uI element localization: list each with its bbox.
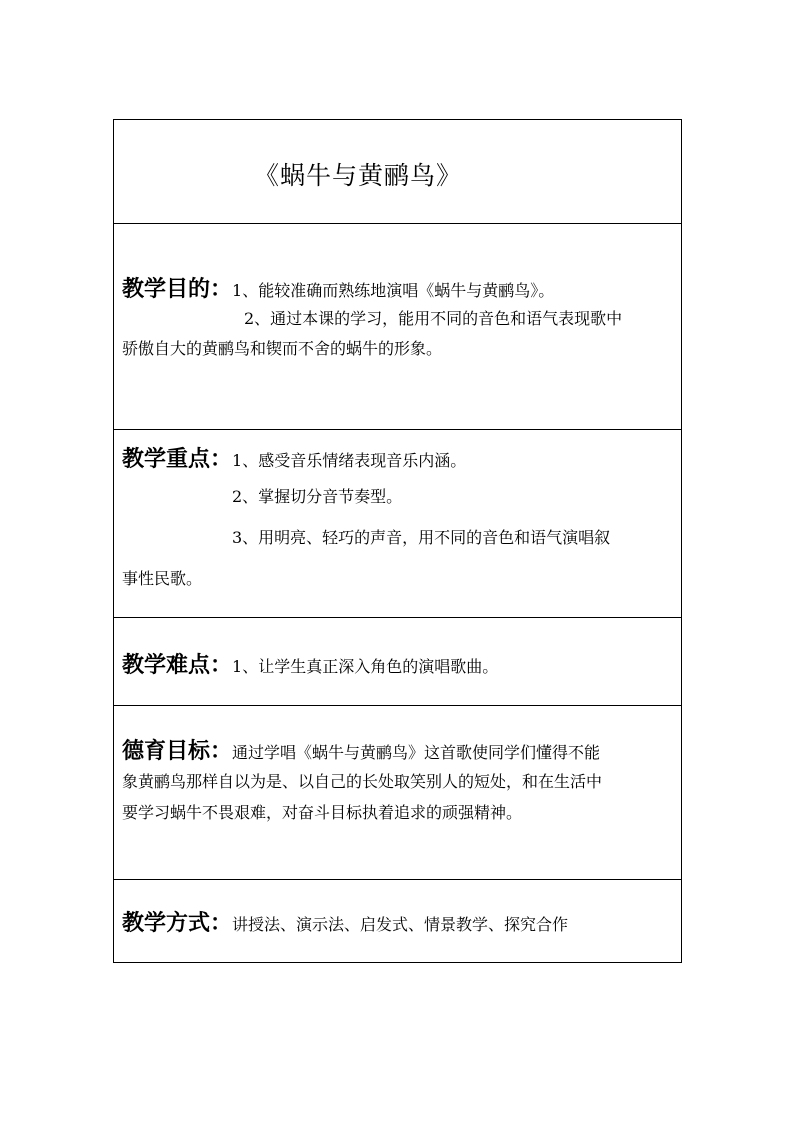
- teaching-difficulty-label: 教学难点：: [122, 652, 233, 678]
- teaching-key-line-4: 事性民歌。: [122, 569, 203, 588]
- moral-goal-row: [114, 706, 681, 880]
- teaching-key-row: [114, 430, 681, 618]
- teaching-goal-line-3: 骄傲自大的黄鹂鸟和锲而不舍的蜗牛的形象。: [122, 339, 443, 358]
- lesson-title: 《蜗牛与黄鹂鸟》: [254, 161, 463, 190]
- teaching-key-line-2: 2、掌握切分音节奏型。: [232, 487, 403, 506]
- teaching-difficulty-row: [114, 618, 681, 706]
- teaching-method-line-1: 讲授法、演示法、启发式、情景教学、探究合作: [232, 915, 569, 934]
- teaching-goal-row: [114, 224, 681, 430]
- teaching-key-line-3: 3、用明亮、轻巧的声音，用不同的音色和语气演唱叙: [232, 528, 611, 547]
- teaching-goal-label: 教学目的：: [122, 276, 233, 302]
- teaching-difficulty-line-1: 1、让学生真正深入角色的演唱歌曲。: [232, 657, 499, 676]
- teaching-goal-line-1: 1、能较准确而熟练地演唱《蜗牛与黄鹂鸟》。: [232, 281, 555, 300]
- moral-goal-line-3: 要学习蜗牛不畏艰难，对奋斗目标执着追求的顽强精神。: [122, 803, 523, 822]
- teaching-key-label: 教学重点：: [122, 446, 233, 472]
- lesson-plan-table: [113, 119, 682, 963]
- teaching-method-label: 教学方式：: [122, 910, 233, 936]
- teaching-method-row: [114, 880, 681, 962]
- moral-goal-line-2: 象黄鹂鸟那样自以为是、以自己的长处取笑别人的短处，和在生活中: [122, 772, 603, 791]
- moral-goal-label: 德育目标：: [122, 738, 233, 764]
- teaching-goal-line-2: 2、通过本课的学习，能用不同的音色和语气表现歌中: [244, 309, 623, 328]
- teaching-key-line-1: 1、感受音乐情绪表现音乐内涵。: [232, 451, 467, 470]
- moral-goal-line-1: 通过学唱《蜗牛与黄鹂鸟》这首歌使同学们懂得不能: [232, 743, 601, 762]
- title-row: [114, 120, 681, 224]
